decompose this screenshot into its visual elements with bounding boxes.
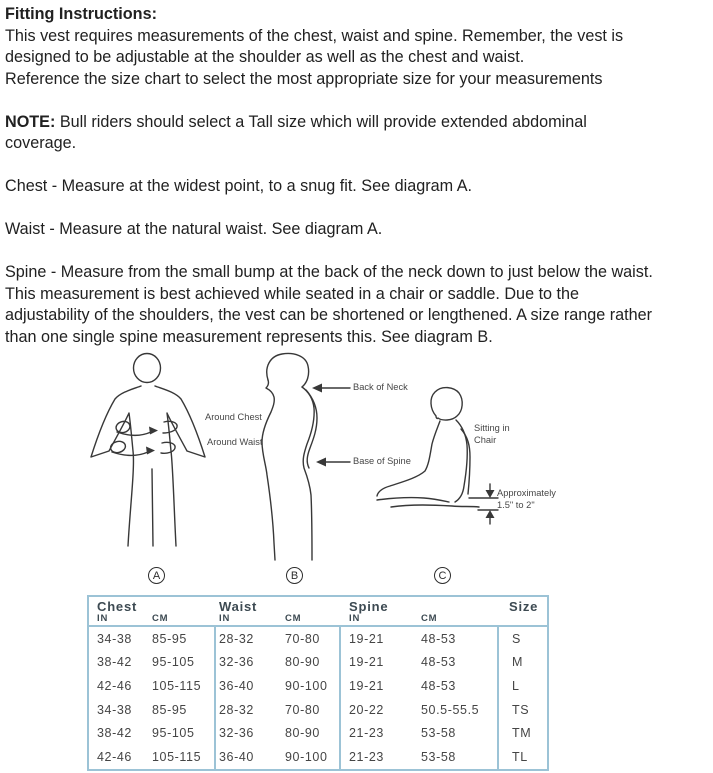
cell-spine-cm: 50.5-55.5 [421,702,480,717]
instructions-text-block [5,4,711,348]
column-header-waist: Waist [219,599,258,614]
cell-size: TL [512,749,528,764]
cell-waist-cm: 70-80 [285,631,320,646]
cell-chest-in: 38-42 [97,726,132,741]
unit-header-spine-in: IN [349,613,361,624]
intro-line-2: designed to be adjustable at the shoulder as well as the chest and waist. [5,48,525,66]
cell-chest-in: 34-38 [97,631,132,646]
approximate-gap-label [497,488,556,511]
waist-instruction: Waist - Measure at the natural waist. See diagram A. [5,220,383,238]
cell-spine-in: 21-23 [349,726,384,741]
cell-chest-in: 34-38 [97,702,132,717]
table-row-size-m [89,651,547,675]
table-row-size-l [89,674,547,698]
unit-header-waist-in: IN [219,613,231,624]
approx-label-line2: 1.5" to 2" [497,499,535,510]
cell-size: M [512,655,524,670]
figure-b-side-view-art [262,354,350,561]
unit-header-spine-cm: CM [421,613,438,624]
around-waist-label: Around Waist [207,437,263,447]
unit-header-waist-cm: CM [285,613,302,624]
cell-spine-cm: 53-58 [421,749,456,764]
cell-waist-cm: 90-100 [285,749,328,764]
cell-waist-in: 28-32 [219,631,254,646]
waist-paragraph [5,219,711,241]
back-of-neck-label: Back of Neck [353,382,408,392]
cell-chest-in: 42-46 [97,749,132,764]
unit-header-chest-cm: CM [152,613,169,624]
cell-spine-in: 21-23 [349,749,384,764]
note-line-2: coverage. [5,134,77,152]
base-of-spine-label: Base of Spine [353,456,411,466]
chest-instruction: Chest - Measure at the widest point, to a snug fit. See diagram A. [5,177,472,195]
figure-b-badge: B [286,567,303,584]
size-chart-body [89,627,547,769]
cell-spine-in: 19-21 [349,678,384,693]
cell-waist-in: 36-40 [219,749,254,764]
cell-spine-in: 19-21 [349,655,384,670]
sitting-in-chair-label [474,423,510,446]
note-label: NOTE: [5,112,56,131]
around-chest-label: Around Chest [205,412,262,422]
cell-chest-cm: 85-95 [152,631,187,646]
cell-spine-cm: 48-53 [421,631,456,646]
figure-a-front-view-art [91,354,205,547]
note-text: Bull riders should select a Tall size which will provide extended abdominal [55,112,587,131]
sitting-label-line1: Sitting in [474,423,510,433]
cell-chest-in: 42-46 [97,678,132,693]
column-header-spine: Spine [349,599,389,614]
approx-label-line1: Approximately [497,488,556,498]
cell-waist-in: 32-36 [219,726,254,741]
intro-line-1: This vest requires measurements of the chest, waist and spine. Remember, the vest is [5,26,624,45]
column-header-size: Size [509,599,539,614]
cell-spine-cm: 48-53 [421,655,456,670]
cell-size: TM [512,726,532,741]
figure-a-badge: A [148,567,165,584]
cell-size: S [512,631,521,646]
spine-line-4: than one single spine measurement represents this. See diagram B. [5,327,493,346]
cell-spine-in: 19-21 [349,631,384,646]
sitting-label-line2: Chair [474,434,497,445]
size-chart-table [87,595,549,771]
cell-waist-cm: 80-90 [285,655,320,670]
cell-chest-in: 38-42 [97,655,132,670]
cell-waist-in: 36-40 [219,678,254,693]
note-line-1 [5,112,711,134]
cell-waist-cm: 80-90 [285,726,320,741]
size-chart-header [89,597,547,627]
intro-line-3: Reference the size chart to select the most appropriate size for your measurements [5,69,603,88]
cell-spine-in: 20-22 [349,702,384,717]
spine-paragraph [5,262,711,348]
cell-waist-cm: 90-100 [285,678,328,693]
cell-chest-cm: 105-115 [152,678,202,693]
table-row-size-tl [89,745,547,769]
cell-waist-cm: 70-80 [285,702,320,717]
chest-paragraph [5,176,711,198]
cell-chest-cm: 105-115 [152,749,202,764]
page-title: Fitting Instructions: [5,5,157,23]
spine-line-3: adjustability of the shoulders, the vest can be shortened or lengthened. A size range rather [5,306,653,324]
table-row-size-tm [89,721,547,745]
cell-spine-cm: 48-53 [421,678,456,693]
cell-chest-cm: 95-105 [152,655,195,670]
cell-chest-cm: 85-95 [152,702,187,717]
cell-spine-cm: 53-58 [421,726,456,741]
figure-c-badge: C [434,567,451,584]
intro-paragraph [5,4,711,90]
table-row-size-ts [89,698,547,722]
column-header-chest: Chest [97,599,138,614]
cell-size: L [512,678,520,693]
cell-size: TS [512,702,530,717]
cell-waist-in: 32-36 [219,655,254,670]
spine-line-1: Spine - Measure from the small bump at the back of the neck down to just below the waist. [5,263,653,281]
spine-line-2: This measurement is best achieved while seated in a chair or saddle. Due to the [5,284,580,303]
cell-chest-cm: 95-105 [152,726,195,741]
unit-header-chest-in: IN [97,613,109,624]
cell-waist-in: 28-32 [219,702,254,717]
table-row-size-s [89,627,547,651]
note-paragraph [5,112,711,155]
